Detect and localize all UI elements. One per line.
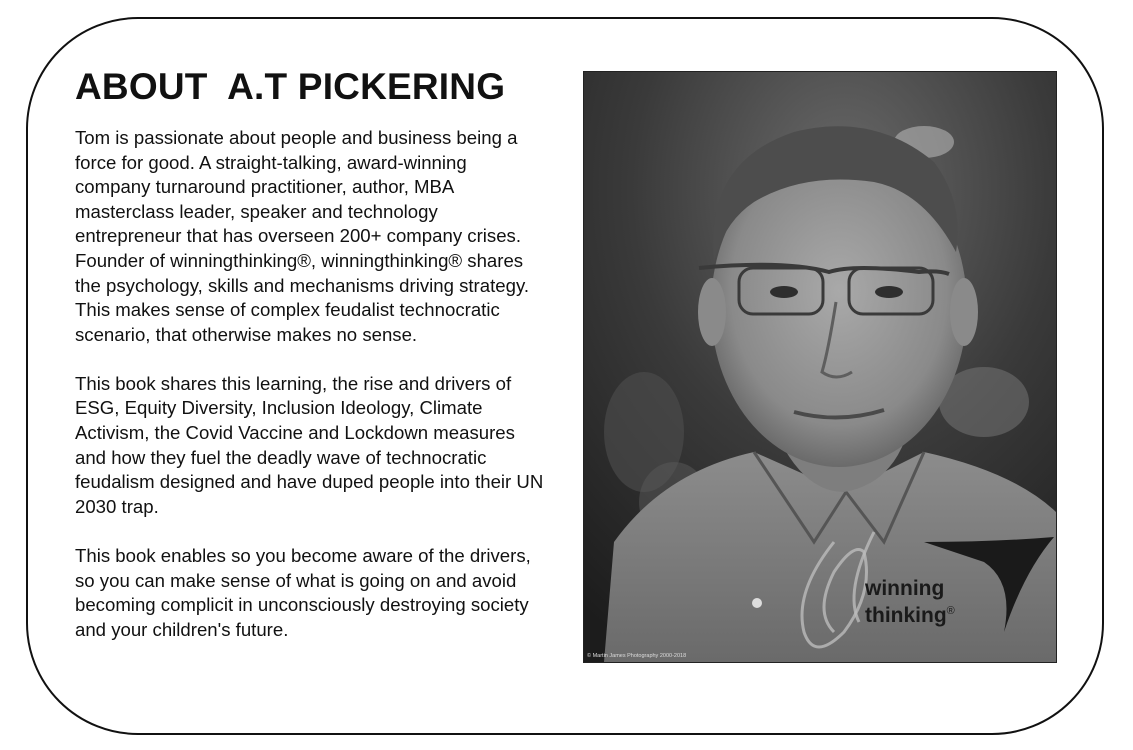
bio-paragraph-3: This book enables so you become aware of the drivers, so you can make sense of what is going on and avoid becoming complicit in unconsciously destroying society and your children's future. bbox=[75, 544, 531, 640]
logo-line-1: winning bbox=[865, 577, 945, 600]
portrait-illustration bbox=[584, 72, 1056, 662]
registered-mark: ® bbox=[946, 605, 955, 617]
bio-paragraph-1: Tom is passionate about people and business being a force for good. A straight-talking, award-winning company turnaround practitioner, author, MBA masterclass leader, speaker and technology entrepreneur that has overseen 200+ company crises. Founder of winningthinking®, winningthinking® shares the psychology, skills and mechanisms driving strategy. This makes sense of complex feudalist technocratic scenario, that otherwise makes no sense. bbox=[75, 127, 530, 345]
logo-line-2: thinking bbox=[865, 604, 947, 627]
bio-text bbox=[75, 126, 545, 667]
page-title: ABOUT A.T PICKERING bbox=[75, 66, 506, 107]
photo-credit: © Martin James Photography 2000-2018 bbox=[587, 653, 687, 659]
bio-paragraph-2: This book shares this learning, the rise and drivers of ESG, Equity Diversity, Inclusion Ideology, Climate Activism, the Covid Vaccine and Lockdown measures and how they fuel the deadly wave of technocratic feudalism designed and have duped people into their UN 2030 trap. bbox=[75, 372, 544, 517]
author-portrait bbox=[583, 71, 1057, 663]
winning-thinking-logo bbox=[865, 578, 955, 627]
